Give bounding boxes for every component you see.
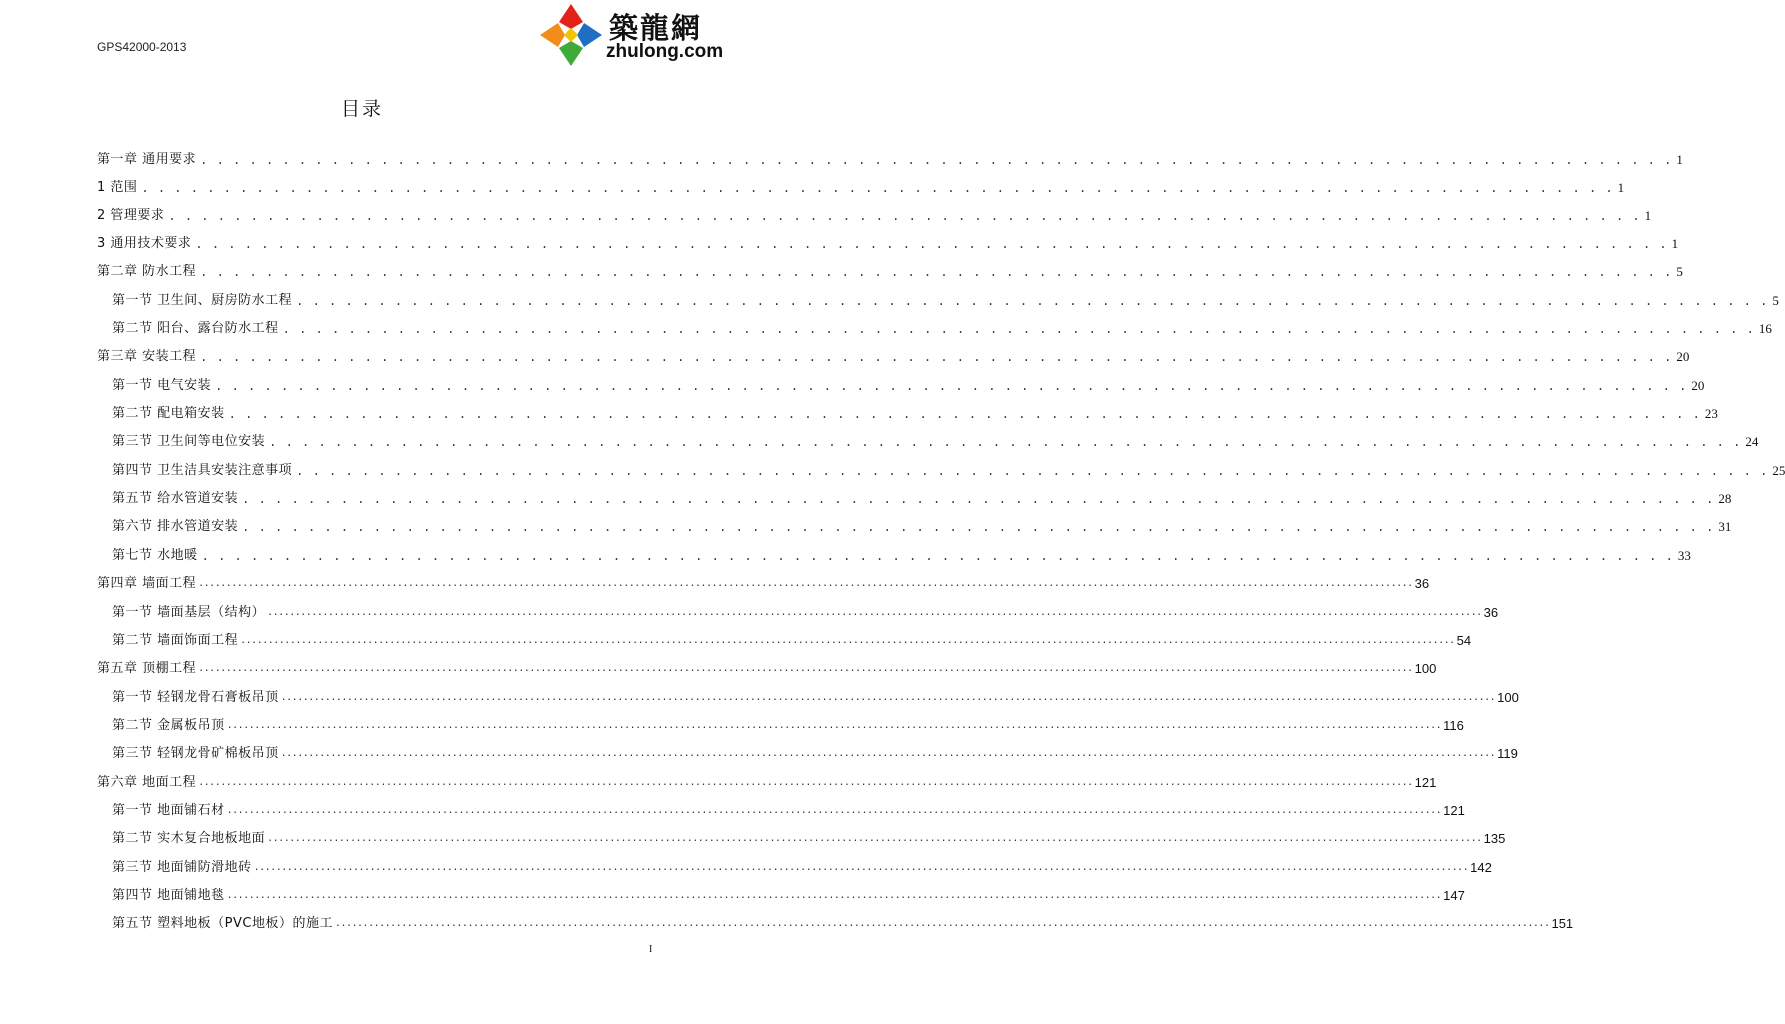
toc-leader: . . . . . . . . . . . . . . . . . . . . . . . . . . . . . . . . . . . . . . . . . . . . . . . . . . . . . . . . . . . . . . . . . . . . . . . . . . . . . . . . . . . . . . . . . . — [201, 549, 1674, 563]
toc-leader: . . . . . . . . . . . . . . . . . . . . . . . . . . . . . . . . . . . . . . . . . . . . . . . . . . . . . . . . . . . . . . . . . . . . . . . . . . . . . . . . . . . . . . . . . . — [296, 294, 1769, 308]
toc-leader: . . . . . . . . . . . . . . . . . . . . . . . . . . . . . . . . . . . . . . . . . . . . . . . . . . . . . . . . . . . . . . . . . . . . . . . . . . . . . . . . . . . . . . . . . . — [242, 520, 1715, 534]
toc-entry[interactable] — [112, 799, 1465, 819]
toc-label: 第二节 配电箱安装 — [112, 406, 225, 421]
toc-entry[interactable] — [112, 601, 1499, 621]
toc-label: 第一章 通用要求 — [97, 152, 197, 167]
toc-page-number: 135 — [1483, 831, 1506, 846]
toc-page-number: 1 — [1676, 152, 1683, 167]
toc-label: 第四节 地面铺地毯 — [112, 888, 225, 903]
toc-label: 第五章 顶棚工程 — [97, 661, 197, 676]
toc-leader: . . . . . . . . . . . . . . . . . . . . . . . . . . . . . . . . . . . . . . . . . . . . . . . . . . . . . . . . . . . . . . . . . . . . . . . . . . . . . . . . . . . . . . . . . . — [269, 435, 1742, 449]
toc-label: 第六章 地面工程 — [97, 775, 197, 790]
toc-leader: . . . . . . . . . . . . . . . . . . . . . . . . . . . . . . . . . . . . . . . . . . . . . . . . . . . . . . . . . . . . . . . . . . . . . . . . . . . . . . . . . . . . . . . . . . — [282, 322, 1755, 336]
toc-label: 第三节 地面铺防滑地砖 — [112, 860, 252, 875]
toc-label: 第二节 金属板吊顶 — [112, 718, 225, 733]
toc-label: 第二章 防水工程 — [97, 264, 197, 279]
toc-entry[interactable] — [112, 374, 1705, 394]
toc-page-number: 54 — [1456, 633, 1472, 648]
toc-page-number: 142 — [1470, 860, 1492, 875]
toc-leader: ............................................................................................................................................................................................................................ — [334, 918, 1550, 929]
toc-page-number: 100 — [1414, 661, 1437, 676]
toc-entry[interactable] — [112, 487, 1732, 507]
toc-label: 第二节 实木复合地板地面 — [112, 831, 266, 846]
toc-page-number: 33 — [1677, 548, 1691, 563]
toc-label: 第一节 轻钢龙骨石膏板吊顶 — [112, 690, 279, 705]
toc-label: 第二节 墙面饰面工程 — [112, 633, 239, 648]
toc-leader: ............................................................................................................................................................................................................................ — [267, 607, 1482, 618]
toc-label: 第一节 卫生间、厨房防水工程 — [112, 293, 293, 308]
toc-entry[interactable] — [112, 402, 1718, 422]
toc-label: 第七节 水地暖 — [112, 548, 198, 563]
toc-leader: . . . . . . . . . . . . . . . . . . . . . . . . . . . . . . . . . . . . . . . . . . . . . . . . . . . . . . . . . . . . . . . . . . . . . . . . . . . . . . . . . . . . . . . . . . — [296, 464, 1769, 478]
toc-leader: ............................................................................................................................................................................................................................ — [280, 692, 1496, 703]
diamond-logo-icon — [538, 2, 604, 68]
toc-page-number: 23 — [1704, 406, 1718, 421]
toc-entry[interactable] — [112, 912, 1574, 932]
toc-page-number: 20 — [1691, 378, 1705, 393]
toc-entry[interactable] — [97, 771, 1437, 791]
toc-entry[interactable] — [112, 317, 1772, 337]
toc-leader: ............................................................................................................................................................................................................................ — [226, 720, 1442, 731]
toc-page-number: 151 — [1551, 916, 1574, 931]
toc-entry[interactable] — [97, 260, 1683, 280]
toc-page-number: 147 — [1443, 888, 1465, 903]
toc-entry[interactable] — [112, 629, 1472, 649]
toc-entry[interactable] — [97, 176, 1625, 196]
toc-page-number: 121 — [1414, 775, 1437, 790]
toc-page-number: 36 — [1414, 576, 1430, 591]
toc-title: 目录 — [340, 98, 383, 120]
toc-label: 第三节 卫生间等电位安装 — [112, 434, 266, 449]
toc-entry[interactable] — [97, 232, 1679, 252]
toc-page-number: 36 — [1483, 605, 1499, 620]
toc-entry[interactable] — [112, 686, 1519, 706]
logo-right-petal — [577, 23, 602, 47]
toc-entry[interactable] — [97, 572, 1430, 592]
toc-entry[interactable] — [112, 515, 1732, 535]
toc-leader: ............................................................................................................................................................................................................................ — [198, 777, 1413, 788]
toc-entry[interactable] — [112, 289, 1779, 309]
toc-entry[interactable] — [112, 856, 1492, 876]
toc-entry[interactable] — [112, 714, 1464, 734]
logo-left-petal — [540, 23, 565, 47]
toc-entry[interactable] — [112, 459, 1785, 479]
toc-leader: ............................................................................................................................................................................................................................ — [253, 862, 1469, 873]
page-number: I — [649, 944, 653, 955]
toc-page-number: 116 — [1443, 718, 1464, 733]
toc-page-number: 31 — [1718, 519, 1732, 534]
toc-label: 第一节 地面铺石材 — [112, 803, 225, 818]
toc-page-number: 121 — [1443, 803, 1465, 818]
toc-leader: . . . . . . . . . . . . . . . . . . . . . . . . . . . . . . . . . . . . . . . . . . . . . . . . . . . . . . . . . . . . . . . . . . . . . . . . . . . . . . . . . . . . . . . . . . — [200, 265, 1673, 279]
toc-page-number: 100 — [1497, 690, 1519, 705]
toc-leader: . . . . . . . . . . . . . . . . . . . . . . . . . . . . . . . . . . . . . . . . . . . . . . . . . . . . . . . . . . . . . . . . . . . . . . . . . . . . . . . . . . . . . . . . . . — [228, 407, 1701, 421]
toc-label: 第二节 阳台、露台防水工程 — [112, 321, 279, 336]
toc-page-number: 25 — [1772, 463, 1785, 478]
toc-leader: . . . . . . . . . . . . . . . . . . . . . . . . . . . . . . . . . . . . . . . . . . . . . . . . . . . . . . . . . . . . . . . . . . . . . . . . . . . . . . . . . . . . . . . . . . — [200, 350, 1673, 364]
toc-leader: ............................................................................................................................................................................................................................ — [267, 833, 1482, 844]
logo-text-cn: 築龍網 — [609, 11, 703, 45]
toc-page-number: 119 — [1497, 746, 1518, 761]
toc-label: 3 通用技术要求 — [97, 236, 192, 251]
toc-page-number: 24 — [1745, 434, 1759, 449]
toc-label: 1 范围 — [97, 180, 138, 195]
toc-entry[interactable] — [97, 204, 1652, 224]
toc-page-number: 5 — [1676, 264, 1683, 279]
toc-entry[interactable] — [112, 430, 1759, 450]
toc-page-number: 16 — [1758, 321, 1772, 336]
toc-leader: . . . . . . . . . . . . . . . . . . . . . . . . . . . . . . . . . . . . . . . . . . . . . . . . . . . . . . . . . . . . . . . . . . . . . . . . . . . . . . . . . . . . . . . . . . — [168, 209, 1641, 223]
doc-code: GPS42000-2013 — [97, 40, 187, 54]
toc-label: 第四章 墙面工程 — [97, 576, 197, 591]
toc-leader: . . . . . . . . . . . . . . . . . . . . . . . . . . . . . . . . . . . . . . . . . . . . . . . . . . . . . . . . . . . . . . . . . . . . . . . . . . . . . . . . . . . . . . . . . . — [141, 181, 1614, 195]
toc-leader: . . . . . . . . . . . . . . . . . . . . . . . . . . . . . . . . . . . . . . . . . . . . . . . . . . . . . . . . . . . . . . . . . . . . . . . . . . . . . . . . . . . . . . . . . . — [242, 492, 1715, 506]
toc-label: 第五节 给水管道安装 — [112, 491, 239, 506]
toc-leader: . . . . . . . . . . . . . . . . . . . . . . . . . . . . . . . . . . . . . . . . . . . . . . . . . . . . . . . . . . . . . . . . . . . . . . . . . . . . . . . . . . . . . . . . . . — [215, 379, 1688, 393]
toc-page-number: 1 — [1671, 236, 1679, 251]
toc-label: 第四节 卫生洁具安装注意事项 — [112, 463, 293, 478]
toc-entry[interactable] — [97, 148, 1683, 168]
toc-leader: . . . . . . . . . . . . . . . . . . . . . . . . . . . . . . . . . . . . . . . . . . . . . . . . . . . . . . . . . . . . . . . . . . . . . . . . . . . . . . . . . . . . . . . . . . — [200, 153, 1673, 167]
toc-entry[interactable] — [97, 345, 1690, 365]
toc-label: 2 管理要求 — [97, 208, 165, 223]
toc-leader: ............................................................................................................................................................................................................................ — [198, 663, 1413, 674]
toc-label: 第一节 电气安装 — [112, 378, 212, 393]
toc-label: 第一节 墙面基层（结构） — [112, 605, 266, 620]
toc-page-number: 1 — [1617, 180, 1625, 195]
toc-entry[interactable] — [112, 827, 1506, 847]
zhulong-logo — [538, 2, 722, 68]
toc-leader: ............................................................................................................................................................................................................................ — [280, 748, 1496, 759]
toc-leader: . . . . . . . . . . . . . . . . . . . . . . . . . . . . . . . . . . . . . . . . . . . . . . . . . . . . . . . . . . . . . . . . . . . . . . . . . . . . . . . . . . . . . . . . . . — [195, 237, 1668, 251]
toc-entry[interactable] — [97, 657, 1437, 677]
toc-label: 第五节 塑料地板（PVC地板）的施工 — [112, 916, 333, 931]
toc-label: 第三章 安装工程 — [97, 349, 197, 364]
toc-label: 第六节 排水管道安装 — [112, 519, 239, 534]
logo-bottom-petal — [559, 41, 583, 66]
toc-leader: ............................................................................................................................................................................................................................ — [226, 805, 1442, 816]
toc-page-number: 20 — [1676, 349, 1690, 364]
toc-label: 第三节 轻钢龙骨矿棉板吊顶 — [112, 746, 279, 761]
logo-top-petal — [559, 4, 583, 29]
logo-text-en: zhulong.com — [606, 41, 724, 62]
toc-entry[interactable] — [112, 742, 1518, 762]
toc-page-number: 5 — [1772, 293, 1779, 308]
toc-leader: ............................................................................................................................................................................................................................ — [226, 890, 1442, 901]
toc-entry[interactable] — [112, 884, 1465, 904]
toc-page-number: 28 — [1718, 491, 1732, 506]
toc-page-number: 1 — [1644, 208, 1652, 223]
toc-leader: ............................................................................................................................................................................................................................ — [198, 578, 1413, 589]
toc-leader: ............................................................................................................................................................................................................................ — [240, 635, 1455, 646]
toc-entry[interactable] — [112, 544, 1691, 564]
logo-center — [564, 28, 578, 42]
